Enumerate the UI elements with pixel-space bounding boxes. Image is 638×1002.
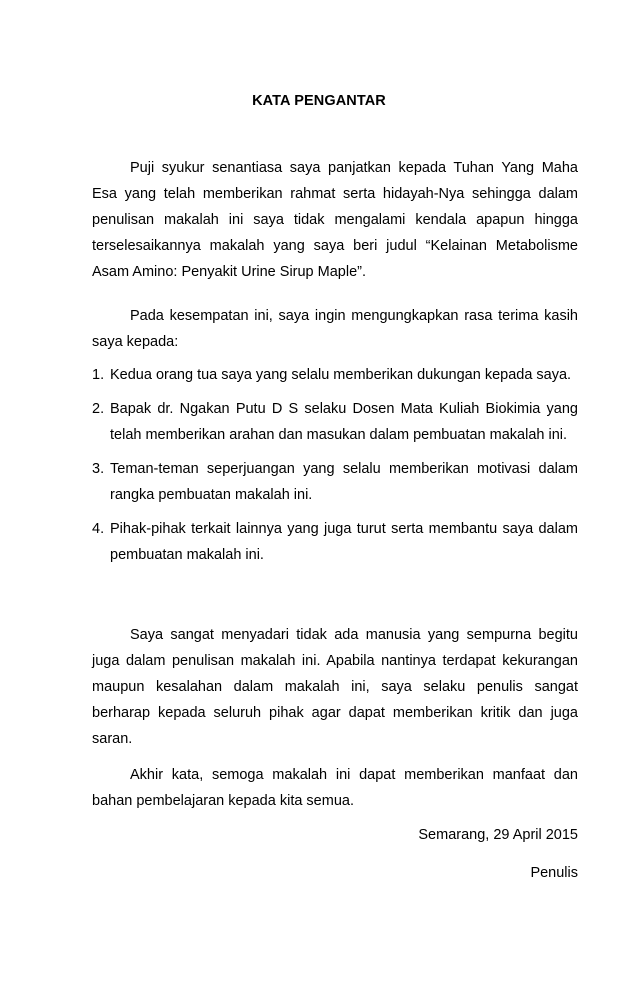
list-item (92, 456, 578, 508)
signature: Penulis (530, 865, 578, 881)
paragraph-final-block (92, 762, 578, 814)
paragraph-closing-block (92, 622, 578, 752)
paragraph-3: Saya sangat menyadari tidak ada manusia yang sempurna begitu juga dalam penulisan makalah ini. Apabila nantinya terdapat kekurangan maupun kesalahan dalam makalah ini, saya selaku penulis sangat berharap kepada seluruh pihak agar dapat memberikan kritik dan juga saran. (92, 627, 578, 747)
paragraph-4: Akhir kata, semoga makalah ini dapat memberikan manfaat dan bahan pembelajaran kepada kita semua. (92, 767, 578, 809)
list-item (92, 362, 578, 388)
list-item-text: Kedua orang tua saya yang selalu memberikan dukungan kepada saya. (110, 367, 572, 383)
paragraph-1: Puji syukur senantiasa saya panjatkan kepada Tuhan Yang Maha Esa yang telah memberikan rahmat serta hidayah-Nya sehingga dalam penulisan makalah ini saya tidak mengalami kendala apapun hingga terselesaikannya makalah yang saya beri judul “Kelainan Metabolisme Asam Amino: Penyakit Urine Sirup Maple”. (92, 160, 578, 280)
list-item (92, 516, 578, 568)
list-item-text: Bapak dr. Ngakan Putu D S selaku Dosen Mata Kuliah Biokimia yang telah memberikan arahan dan masukan dalam pembuatan makalah ini. (110, 401, 578, 443)
list-item-number: 3. (92, 461, 105, 477)
place-date: Semarang, 29 April 2015 (418, 827, 578, 843)
list-item-number: 1. (92, 367, 105, 383)
list-item (92, 396, 578, 448)
list-item-text: Teman-teman seperjuangan yang selalu memberikan motivasi dalam rangka pembuatan makalah ini. (110, 461, 578, 503)
list-item-number: 4. (92, 521, 105, 537)
place-date-block (92, 822, 578, 848)
list-item-text: Pihak-pihak terkait lainnya yang juga turut serta membantu saya dalam pembuatan makalah ini. (110, 521, 578, 563)
list-item-number: 2. (92, 401, 105, 417)
signature-block (92, 860, 578, 886)
paragraph-thanks-block (92, 303, 578, 355)
paragraph-2: Pada kesempatan ini, saya ingin mengungkapkan rasa terima kasih saya kepada: (92, 308, 578, 350)
paragraph-intro (92, 155, 578, 285)
thanks-list (92, 362, 578, 568)
page-title: KATA PENGANTAR (252, 93, 386, 109)
